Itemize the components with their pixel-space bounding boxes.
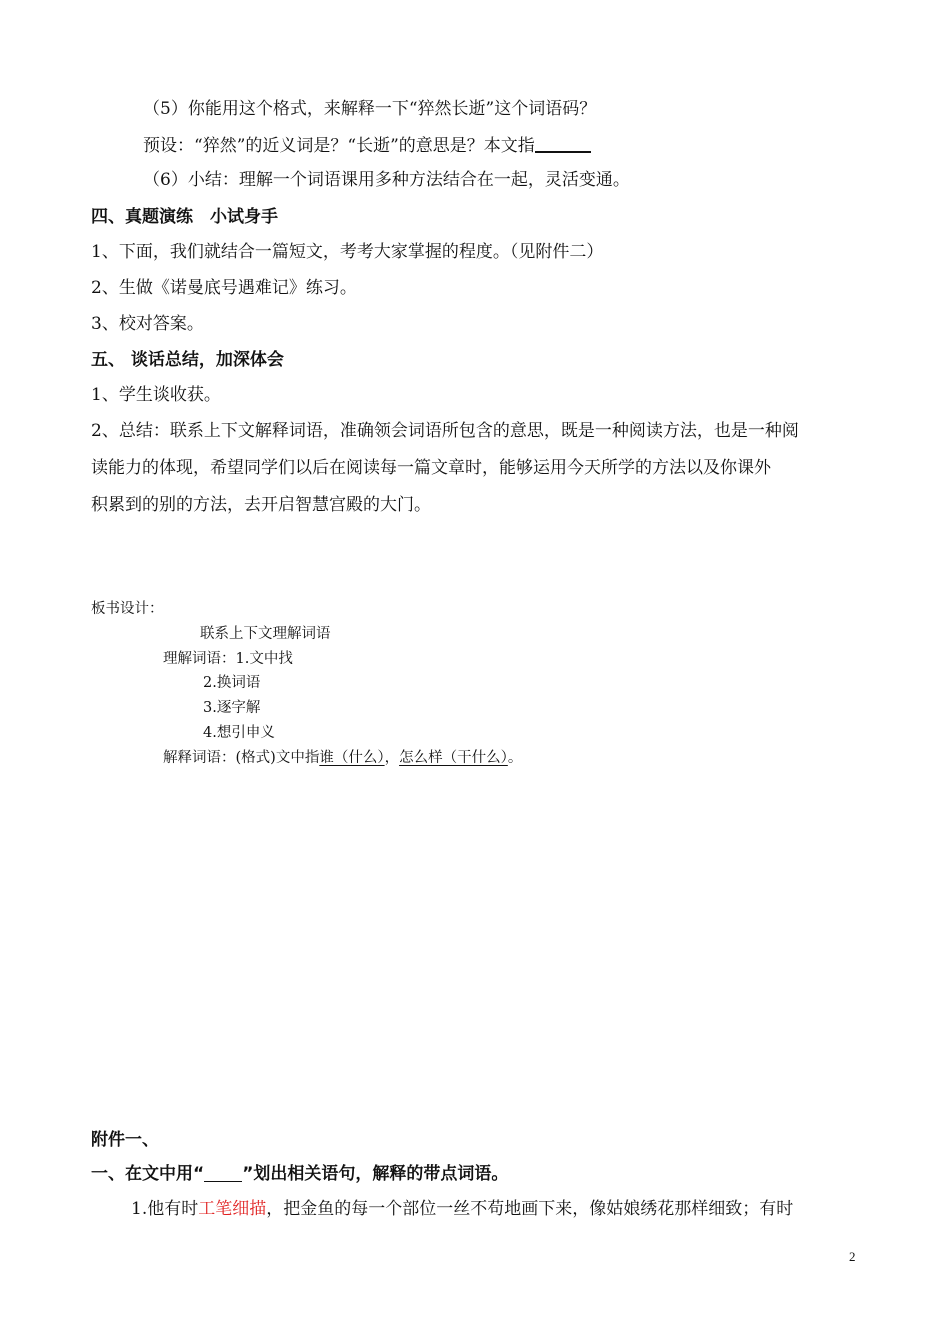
- appendix-title: 附件一、: [91, 1130, 159, 1150]
- preset-text: 预设：“猝然”的近义词是？“长逝”的意思是？本文指: [143, 136, 535, 156]
- section-4-title: 四、真题演练 小试身手: [91, 207, 278, 227]
- explain-how: 怎么样（干什么）: [399, 750, 508, 766]
- underline-mark-blank: [204, 1163, 242, 1182]
- task-suffix: ”划出相关语句，解释的带点词语。: [242, 1164, 509, 1184]
- explain-separator: ，: [384, 750, 400, 766]
- board-title: 联系上下文理解词语: [200, 626, 331, 642]
- question-6-summary: （6）小结：理解一个词语课用多种方法结合在一起，灵活变通。: [143, 170, 630, 190]
- summary-paragraph-line-3: 积累到的别的方法，去开启智慧宫殿的大门。: [91, 495, 431, 515]
- section-5-item-1: 1、学生谈收获。: [91, 385, 221, 405]
- explain-end: 。: [507, 750, 523, 766]
- board-label: 板书设计：: [91, 601, 164, 617]
- sentence-1-prefix: 1.他有时: [131, 1199, 199, 1219]
- summary-paragraph-line-2: 读能力的体现，希望同学们以后在阅读每一篇文章时，能够运用今天所学的方法以及你课外: [91, 458, 771, 478]
- section-4-item-1: 1、下面，我们就结合一篇短文，考考大家掌握的程度。（见附件二）: [91, 242, 604, 262]
- board-method-2: 2.换词语: [203, 675, 261, 691]
- task-prefix: 一、在文中用“: [91, 1164, 205, 1184]
- page-number: 2: [849, 1249, 856, 1264]
- sentence-1-suffix: ，把金鱼的每一个部位一丝不苟地画下来，像姑娘绣花那样细致；有时: [266, 1199, 794, 1219]
- question-5: （5）你能用这个格式，来解释一下“猝然长逝”这个词语码？: [143, 99, 597, 119]
- board-explain-format: [163, 748, 522, 768]
- explain-who: 谁（什么）: [319, 750, 385, 766]
- board-method-4: 4.想引申义: [203, 725, 275, 741]
- appendix-task: [91, 1162, 508, 1186]
- section-5-title: 五、 谈话总结，加深体会: [91, 350, 284, 370]
- summary-paragraph-line-1: 2、总结：联系上下文解释词语，准确领会词语所包含的意思，既是一种阅读方法，也是一种阅: [91, 421, 799, 441]
- section-4-item-3: 3、校对答案。: [91, 314, 204, 334]
- explain-prefix: 解释词语：(格式)文中指: [163, 750, 320, 766]
- appendix-sentence-1: [131, 1197, 793, 1221]
- board-understand-method-1: 理解词语：1.文中找: [163, 651, 293, 667]
- answer-blank: [535, 133, 591, 153]
- section-4-item-2: 2、生做《诺曼底号遇难记》练习。: [91, 278, 357, 298]
- highlighted-term: 工笔细描: [198, 1199, 267, 1219]
- preset-line: [143, 133, 591, 158]
- board-method-3: 3.逐字解: [203, 700, 261, 716]
